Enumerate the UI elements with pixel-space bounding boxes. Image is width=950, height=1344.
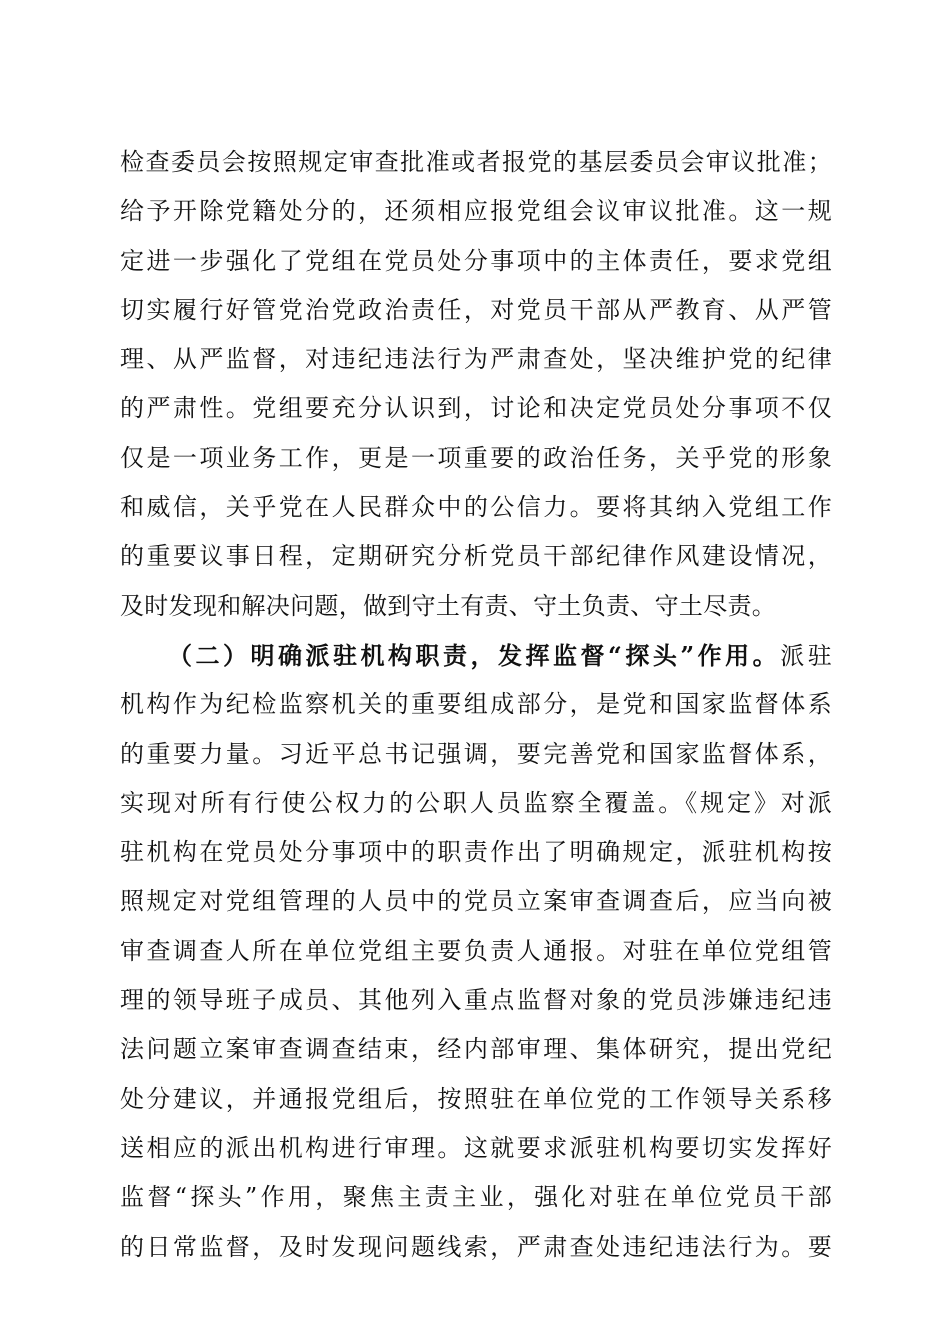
paragraph-line: 检查委员会按照规定审查批准或者报党的基层委员会审议批准； — [120, 148, 832, 176]
paragraph-line: 照规定对党组管理的人员中的党员立案审查调查后，应当向被 — [120, 887, 832, 916]
paragraph-line: 处分建议，并通报党组后，按照驻在单位党的工作领导关系移 — [120, 1084, 832, 1113]
paragraph-line: 给予开除党籍处分的，还须相应报党组会议审议批准。这一规 — [120, 197, 832, 226]
paragraph-line: 和威信，关乎党在人民群众中的公信力。要将其纳入党组工作 — [120, 493, 832, 522]
paragraph-line: 及时发现和解决问题，做到守土有责、守土负责、守土尽责。 — [120, 591, 777, 620]
section-heading: （二）明确派驻机构职责，发挥监督“探头”作用。 — [168, 640, 781, 670]
paragraph-line: 法问题立案审查调查结束，经内部审理、集体研究，提出党纪 — [120, 1035, 832, 1064]
paragraph-line: 送相应的派出机构进行审理。这就要求派驻机构要切实发挥好 — [120, 1133, 832, 1162]
paragraph-line: 机构作为纪检监察机关的重要组成部分，是党和国家监督体系 — [120, 690, 832, 719]
section-heading-line — [120, 631, 832, 680]
paragraph-line: 的日常监督，及时发现问题线索，严肃查处违纪违法行为。要 — [120, 1232, 832, 1261]
paragraph-line: 理的领导班子成员、其他列入重点监督对象的党员涉嫌违纪违 — [120, 986, 832, 1015]
paragraph-line: 定进一步强化了党组在党员处分事项中的主体责任，要求党组 — [120, 246, 832, 275]
paragraph-line: 仅是一项业务工作，更是一项重要的政治任务，关乎党的形象 — [120, 443, 832, 472]
paragraph-line: 理、从严监督，对违纪违法行为严肃查处，坚决维护党的纪律 — [120, 345, 832, 374]
body-text — [120, 138, 832, 1272]
paragraph-line: 的重要力量。习近平总书记强调，要完善党和国家监督体系， — [120, 739, 832, 768]
paragraph-line: 实现对所有行使公权力的公职人员监察全覆盖。《规定》对派 — [120, 788, 832, 817]
paragraph-line: 审查调查人所在单位党组主要负责人通报。对驻在单位党组管 — [120, 936, 832, 965]
paragraph-line: 驻机构在党员处分事项中的职责作出了明确规定，派驻机构按 — [120, 838, 832, 867]
paragraph-text: 派驻 — [780, 641, 832, 670]
paragraph-line: 的重要议事日程，定期研究分析党员干部纪律作风建设情况， — [120, 542, 832, 571]
paragraph-line: 监督“探头”作用，聚焦主责主业，强化对驻在单位党员干部 — [120, 1183, 832, 1212]
paragraph-line: 切实履行好管党治党政治责任，对党员干部从严教育、从严管 — [120, 295, 832, 324]
paragraph-line: 的严肃性。党组要充分认识到，讨论和决定党员处分事项不仅 — [120, 394, 832, 423]
